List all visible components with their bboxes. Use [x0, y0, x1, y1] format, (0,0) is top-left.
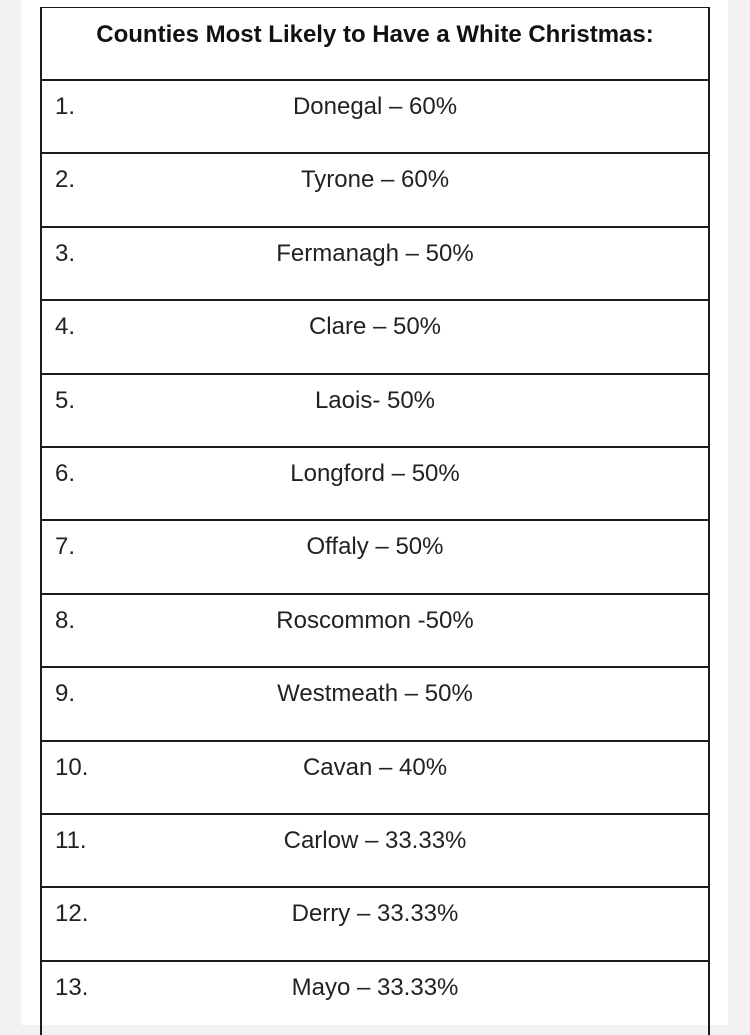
table-row — [42, 154, 708, 227]
row-rank: 1. — [55, 93, 76, 120]
row-rank: 2. — [55, 166, 76, 194]
row-rank: 4. — [55, 313, 76, 341]
row-county: Donegal – 60% — [292, 93, 458, 120]
row-rank: 10. — [55, 753, 89, 781]
row-county: Clare – 50% — [308, 313, 442, 341]
row-county: Westmeath – 50% — [277, 680, 473, 708]
table-row — [42, 301, 708, 374]
table-row — [42, 81, 708, 154]
table-row — [42, 888, 708, 961]
row-county: Offaly – 50% — [306, 533, 444, 561]
table-row — [42, 815, 708, 888]
row-rank: 3. — [55, 239, 76, 267]
row-county: Tyrone – 60% — [300, 166, 450, 194]
table-row — [42, 228, 708, 301]
white-christmas-table — [40, 7, 710, 1035]
row-rank: 11. — [55, 826, 87, 854]
table-row — [42, 375, 708, 448]
row-rank: 6. — [55, 459, 76, 487]
row-county: Laois- 50% — [314, 386, 436, 414]
row-rank: 8. — [55, 606, 76, 634]
row-county: Fermanagh – 50% — [276, 239, 474, 267]
row-rank: 9. — [55, 680, 76, 708]
table-row — [42, 742, 708, 815]
row-county: Carlow – 33.33% — [283, 826, 467, 854]
row-county: Cavan – 40% — [302, 753, 448, 781]
row-county: Mayo – 33.33% — [291, 973, 459, 1001]
row-rank: 7. — [55, 533, 76, 561]
row-rank: 13. — [55, 973, 89, 1001]
row-county: Derry – 33.33% — [291, 900, 459, 928]
table-row — [42, 448, 708, 521]
table-row — [42, 668, 708, 741]
row-rank: 5. — [55, 386, 76, 414]
table-row — [42, 962, 708, 1035]
row-rank: 12. — [55, 900, 89, 928]
table-row — [42, 595, 708, 668]
row-county: Roscommon -50% — [276, 606, 474, 634]
row-county: Longford – 50% — [290, 459, 460, 487]
table-title: Counties Most Likely to Have a White Christmas: — [42, 8, 708, 81]
document-page — [21, 0, 728, 1025]
table-row — [42, 521, 708, 594]
